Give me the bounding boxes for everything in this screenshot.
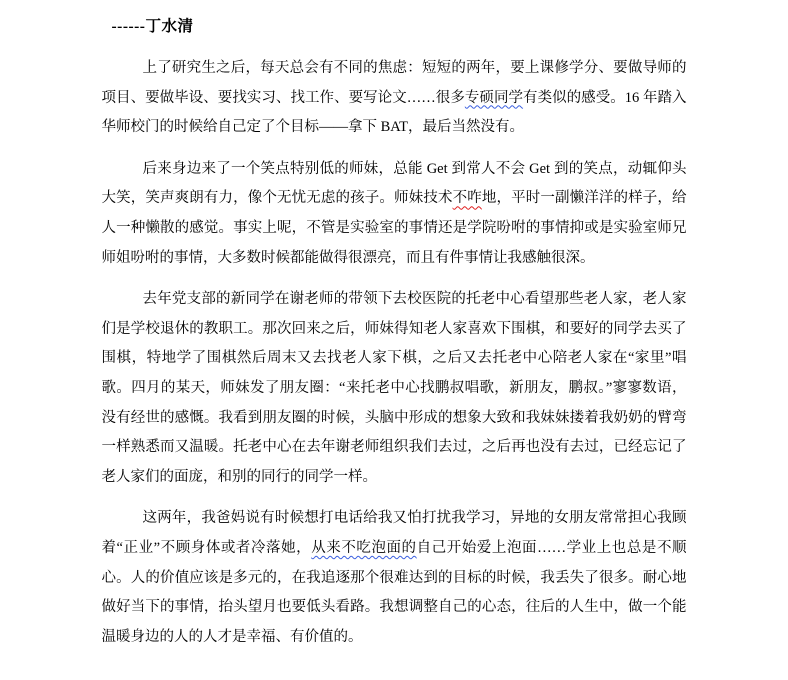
text-edit-area[interactable] xyxy=(102,54,687,652)
text-run: 这两年，我爸妈说有时候想打电话给我又怕打扰我学习，异地的女朋友常常担心我顾着“正业”不顾身体或者冷落她， xyxy=(101,510,687,556)
paragraph[interactable] xyxy=(102,504,687,652)
grammar-check-squiggle[interactable]: 从来不吃泡面的 xyxy=(311,539,417,556)
text-run: 地，平时一副懒洋洋的样子，给人一种懒散的感觉。事实上呢，不管是实验室的事情还是学院吩咐的事情抑或是实验室师兄师姐吩咐的事情，大多数时候都能做得很漂亮，而且有件事情让我感触很深。 xyxy=(101,190,687,266)
paragraph[interactable] xyxy=(102,155,687,273)
text-run: 上了研究生之后，每天总会有不同的焦虑：短短的两年，要上课修学分、要做导师的项目、要做毕设、要找实习、找工作、要写论文……很多 xyxy=(101,60,687,106)
text-run: 有类似的感受。16 年踏入华师校门的时候给自己定了个目标——拿下 BAT，最后当然没有。 xyxy=(101,89,687,136)
document-page xyxy=(102,0,687,652)
text-run: 后来身边来了一个笑点特别低的师妹，总能 Get 到常人不会 Get 到的笑点，动辄仰头大笑，笑声爽朗有力，像个无忧无虑的孩子。师妹技术 xyxy=(101,160,687,207)
paragraph[interactable] xyxy=(102,54,687,143)
byline-title[interactable]: ------丁水清 xyxy=(111,18,194,35)
text-run: 去年党支部的新同学在谢老师的带领下去校医院的托老中心看望那些老人家，老人家们是学校退休的教职工。那次回来之后，师妹得知老人家喜欢下围棋，和要好的同学去买了围棋，特地学了围棋然后周末又去找老人家下棋，之后又去托老中心陪老人家在“家里”唱歌。四月的某天，师妹发了朋友圈：“来托老中心找鹏叔唱歌，新朋友，鹏叔。”寥寥数语，没有经世的感慨。我看到朋友圈的时候，头脑中形成的想象大致和我妹妹搂着我奶奶的臂弯一样熟悉而又温暖。托老中心在去年谢老师组织我们去过，之后再也没有去过，已经忘记了老人家们的面庞，和别的同行的同学一样。 xyxy=(101,291,687,485)
paragraph[interactable] xyxy=(102,285,687,492)
spelling-check-squiggle[interactable]: 不咋 xyxy=(452,190,482,207)
text-run: 自己开始爱上泡面……学业上也总是不顺心。人的价值应该是多元的，在我追逐那个很难达到的目标的时候，我丢失了很多。耐心地做好当下的事情，抬头望月也要低头看路。我想调整自己的心态，往后的人生中，做一个能温暖身边的人的人才是幸福、有价值的。 xyxy=(101,539,687,645)
grammar-check-squiggle[interactable]: 专硕同学 xyxy=(464,89,524,106)
